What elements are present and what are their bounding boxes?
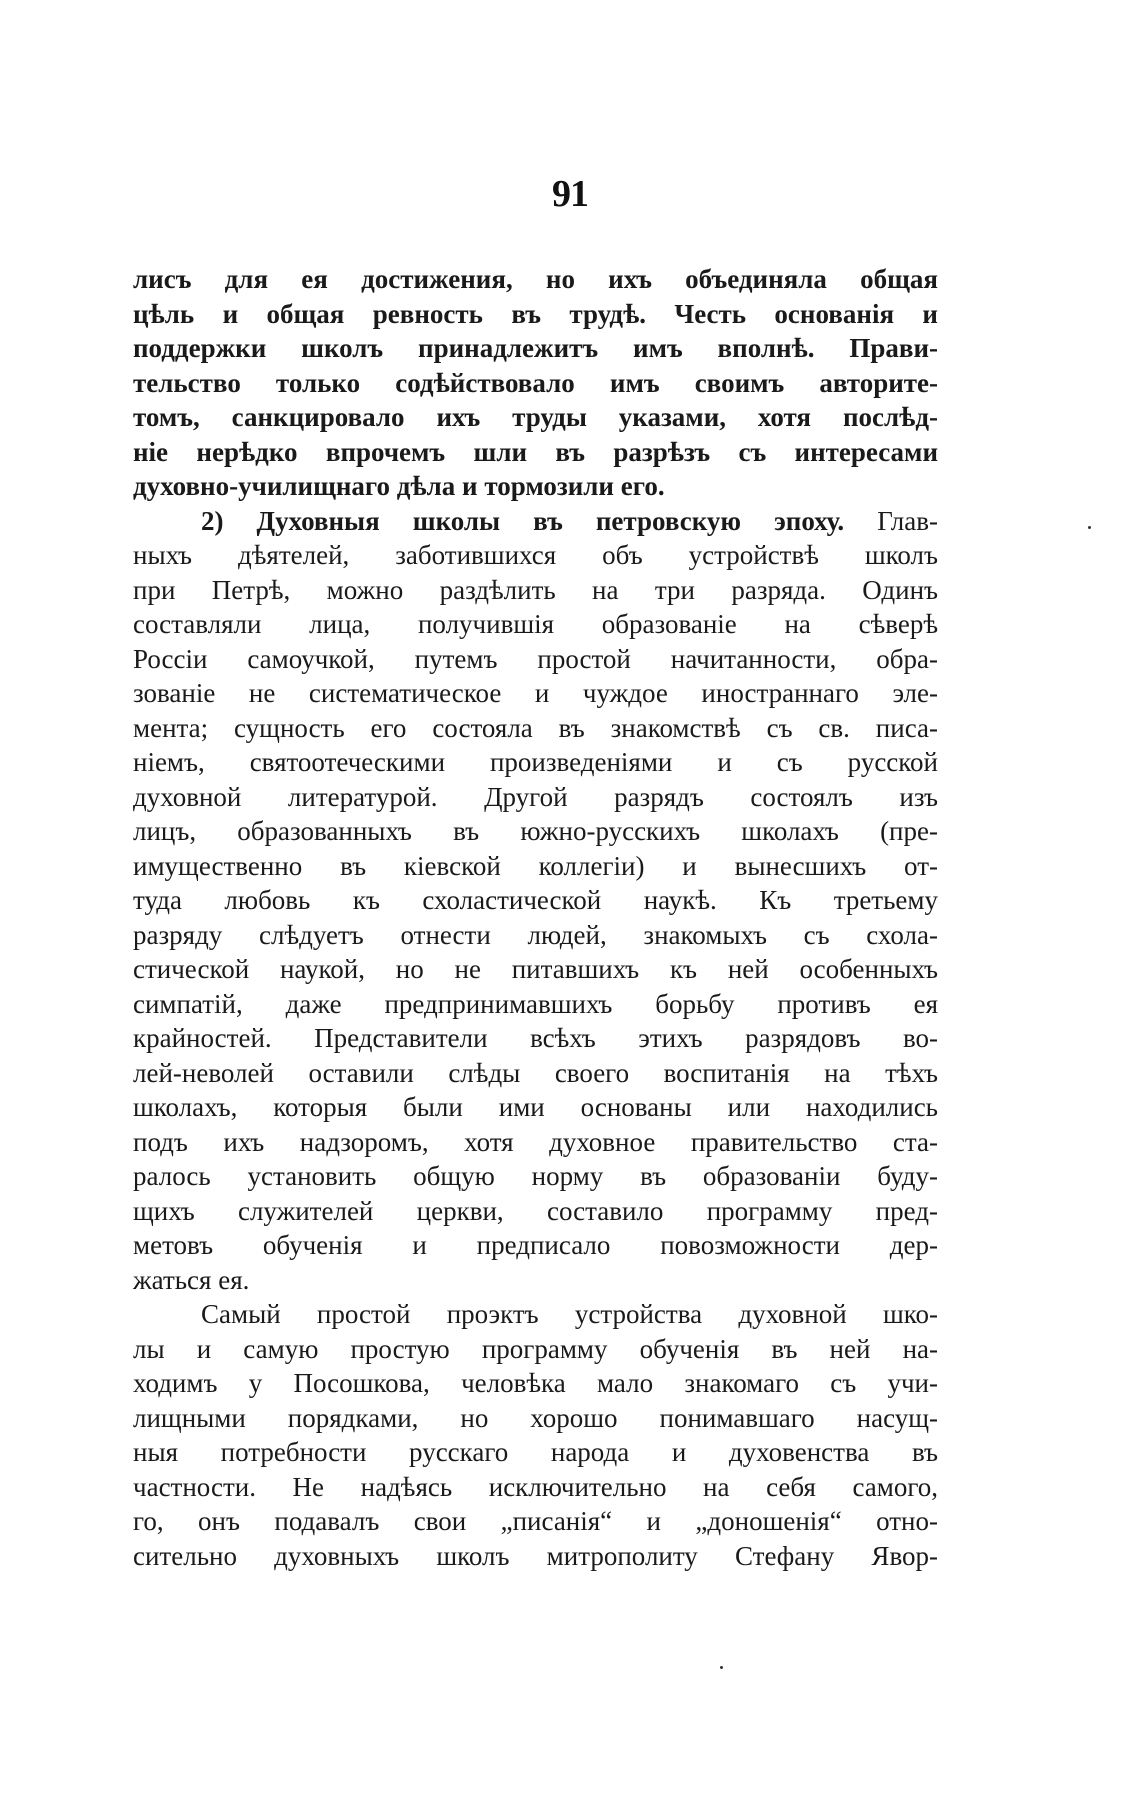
text-line: тельство только содѣйствовало имъ своимъ авторите- [133,367,938,398]
scan-speck [1088,526,1091,529]
text-line: составляли лица, получившія образованіе на сѣверѣ [133,609,938,639]
text-line: имущественно въ кіевской коллегіи) и вынесшихъ от- [133,850,938,881]
scan-speck [720,1666,723,1669]
text-line: сительно духовныхъ школъ митрополиту Стефану Явор- [133,1540,938,1571]
text-line: мента; сущность его состояла въ знакомствѣ съ св. писа- [133,712,938,743]
text-line: го, онъ подавалъ свои „писанія“ и „доношенія“ отно- [133,1506,938,1536]
text-line: духовно-училищнаго дѣла и тормозили его. [133,471,665,501]
text-line: лицъ, образованныхъ въ южно-русскихъ школахъ (пре- [133,816,938,846]
text-line: частности. Не надѣясь исключительно на себя самого, [133,1471,938,1502]
paragraph-3 [133,1297,938,1573]
text-line: ніемъ, святоотеческими произведеніями и съ русской [133,747,938,777]
text-line: лы и самую простую программу обученія въ ней на- [133,1333,938,1364]
text-line: школахъ, которыя были ими основаны или находились [133,1092,938,1122]
page-number: 91 [552,173,588,215]
text-line: разряду слѣдуетъ отнести людей, знакомыхъ съ схола- [133,919,938,950]
heading-line-rest: Глав- [877,505,938,536]
text-line: лей-неволей оставили слѣды своего воспитанія на тѣхъ [133,1057,938,1088]
text-line: лищными порядками, но хорошо понимавшаго насущ- [133,1402,938,1433]
text-line: при Петрѣ, можно раздѣлить на три разряда. Одинъ [133,574,938,605]
paragraph-1 [133,262,938,504]
text-line: стической наукой, но не питавшихъ къ ней особенныхъ [133,954,938,984]
text-line: жаться ея. [133,1264,250,1295]
text-line: Россіи самоучкой, путемъ простой начитанности, обра- [133,643,938,674]
text-line: духовной литературой. Другой разрядъ состоялъ изъ [133,781,938,812]
text-line: крайностей. Представители всѣхъ этихъ разрядовъ во- [133,1023,938,1053]
body-text [133,262,938,1573]
heading-line [133,504,938,539]
paragraph-2 [133,504,938,1298]
text-line: томъ, санкцировало ихъ труды указами, хотя послѣд- [133,402,938,432]
text-line: поддержки школъ принадлежитъ имъ вполнѣ. Прави- [133,333,938,363]
text-line: симпатій, даже предпринимавшихъ борьбу противъ ея [133,988,938,1019]
text-line: ныя потребности русскаго народа и духовенства въ [133,1437,938,1467]
text-line: лисъ для ея достижения, но ихъ объединяла общая [133,264,938,294]
text-line: ралось установить общую норму въ образованіи буду- [133,1161,938,1191]
text-line: метовъ обученія и предписало повозможности дер- [133,1230,938,1260]
text-line: цѣль и общая ревность въ трудѣ. Честь основанія и [133,298,938,329]
text-line: ходимъ у Посошкова, человѣка мало знакомаго съ учи- [133,1368,938,1398]
text-line: подъ ихъ надзоромъ, хотя духовное правительство ста- [133,1126,938,1157]
text-line: туда любовь къ схоластической наукѣ. Къ третьему [133,885,938,915]
text-line: ныхъ дѣятелей, заботившихся объ устройствѣ школъ [133,540,938,570]
text-line: зованіе не систематическое и чуждое иностраннаго эле- [133,678,938,708]
text-line: щихъ служителей церкви, составило программу пред- [133,1195,938,1226]
section-heading: 2) Духовныя школы въ петровскую эпоху. [201,505,845,536]
text-line: ніе нерѣдко впрочемъ шли въ разрѣзъ съ интересами [133,436,938,467]
text-line: Самый простой проэктъ устройства духовной шко- [201,1299,938,1329]
